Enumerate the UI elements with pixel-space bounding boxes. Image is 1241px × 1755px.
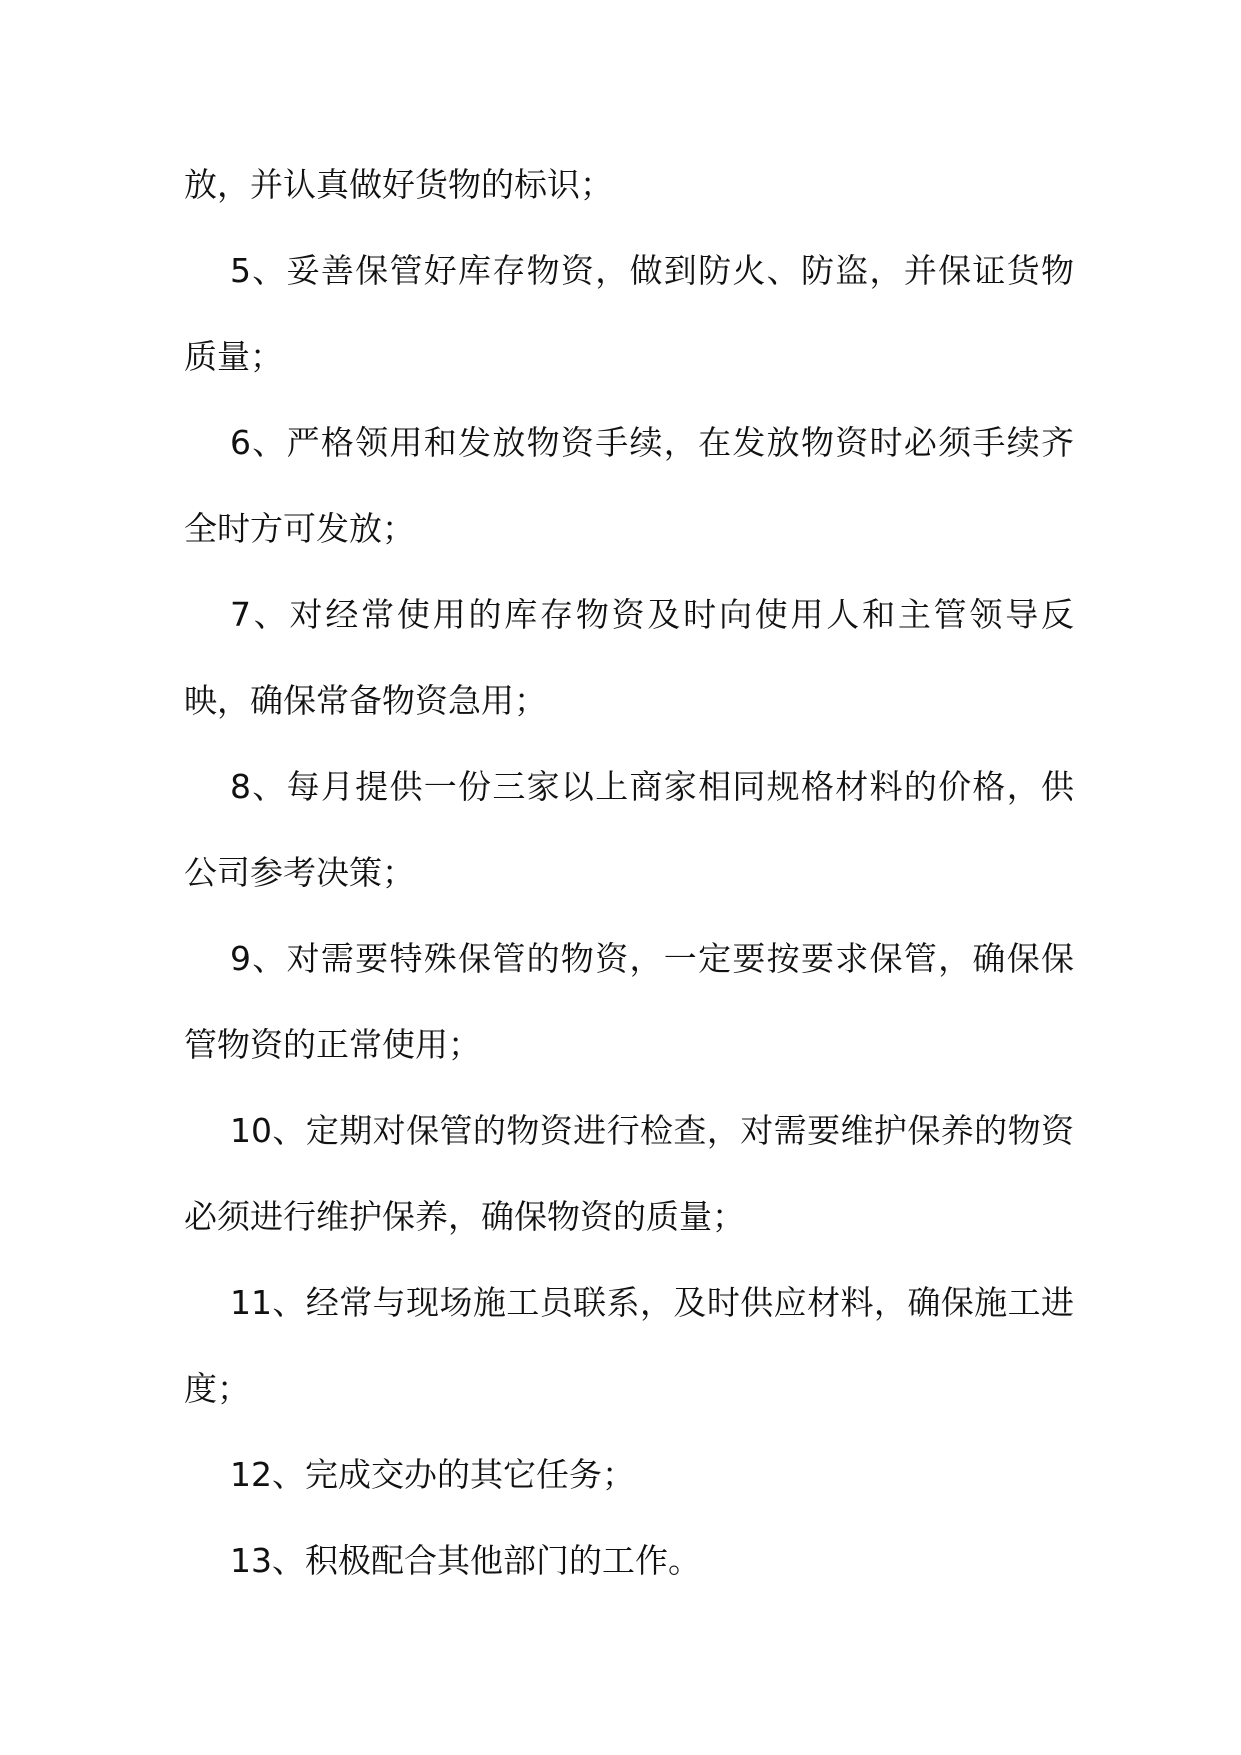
paragraph-item-12: 12、完成交办的其它任务； [230, 1455, 635, 1494]
paragraph-item-7: 7、对经常使用的库存物资及时向使用人和主管领导反映，确保常备物资急用； [184, 595, 1074, 720]
paragraph-item-10: 10、定期对保管的物资进行检查，对需要维护保养的物资必须进行维护保养，确保物资的质量； [184, 1111, 1074, 1236]
document-body [184, 142, 1074, 1604]
paragraph-item-9: 9、对需要特殊保管的物资，一定要按要求保管，确保保管物资的正常使用； [184, 939, 1074, 1064]
paragraph-item-6: 6、严格领用和发放物资手续，在发放物资时必须手续齐全时方可发放； [184, 423, 1074, 548]
paragraph-item-13: 13、积极配合其他部门的工作。 [230, 1541, 701, 1580]
paragraph-item-8: 8、每月提供一份三家以上商家相同规格材料的价格，供公司参考决策； [184, 767, 1074, 892]
paragraph-continuation: 放，并认真做好货物的标识； [184, 165, 613, 204]
paragraph-item-11: 11、经常与现场施工员联系，及时供应材料，确保施工进度； [184, 1283, 1074, 1408]
paragraph-item-5: 5、妥善保管好库存物资，做到防火、防盗，并保证货物质量； [184, 251, 1074, 376]
